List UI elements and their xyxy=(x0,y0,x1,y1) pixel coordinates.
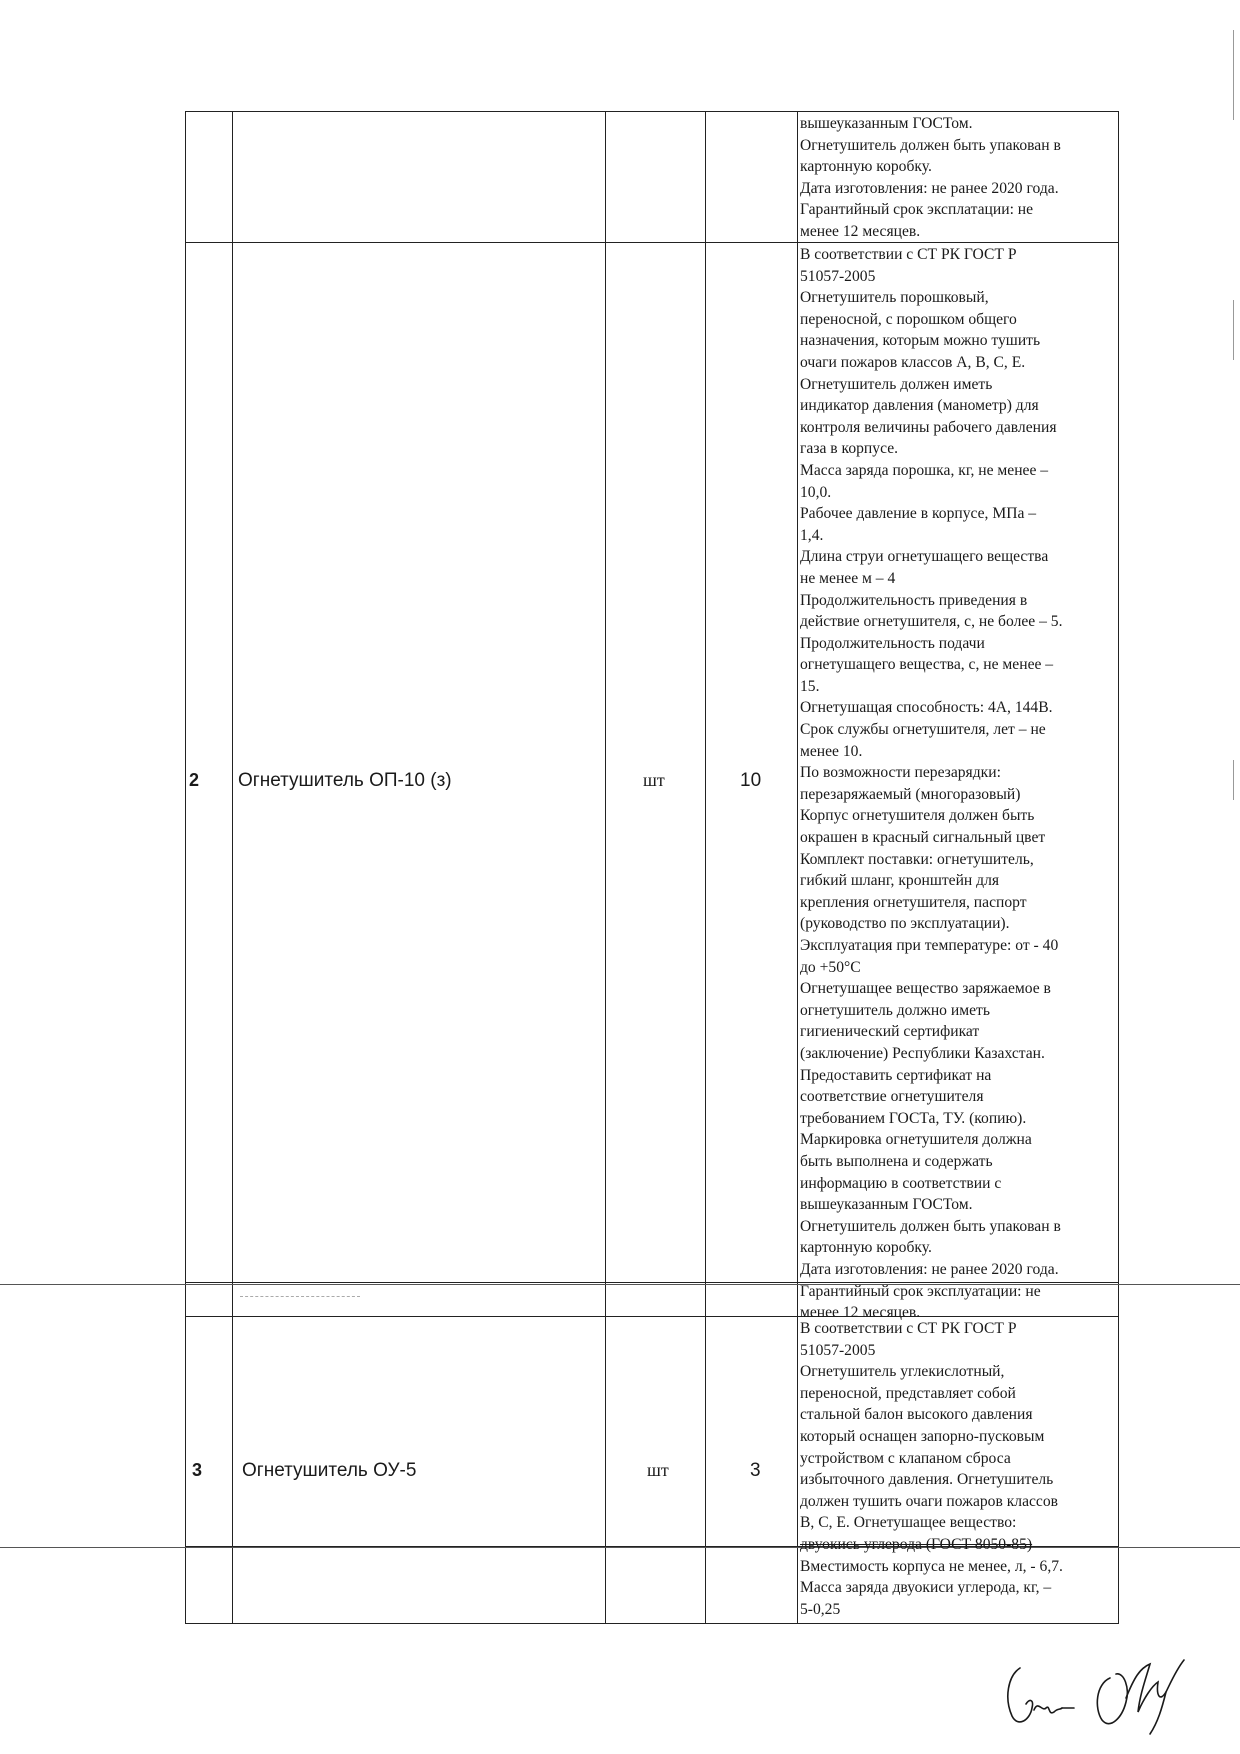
description-line: В соответствии с СТ РК ГОСТ Р xyxy=(800,246,1017,263)
scan-edge-mark xyxy=(1233,300,1234,360)
description-line: вышеуказанным ГОСТом. xyxy=(800,115,973,132)
description-line: очаги пожаров классов А, В, С, Е. xyxy=(800,353,1026,371)
description-line: Предоставить сертификат на xyxy=(800,1066,992,1084)
description-line: 10,0. xyxy=(800,483,832,501)
description-line: газа в корпусе. xyxy=(800,440,899,458)
description-line: Масса заряда порошка, кг, не менее – xyxy=(800,461,1049,479)
row-3-unit: шт xyxy=(647,1460,669,1480)
description-line: Продолжительность подачи xyxy=(800,634,985,652)
column-divider xyxy=(232,111,233,1624)
description-line: Дата изготовления: не ранее 2020 года. xyxy=(800,1260,1059,1278)
description-line: 1,4. xyxy=(800,526,824,544)
description-line: менее 10. xyxy=(800,742,863,760)
table-border-right xyxy=(1118,111,1119,1624)
description-line: Вместимость корпуса не менее, л, - 6,7. xyxy=(800,1557,1063,1575)
description-line: огнетушитель должно иметь xyxy=(800,1001,990,1019)
description-line: Огнетушитель должен быть упакован в xyxy=(800,1217,1061,1235)
description-line: Огнетушащая способность: 4А, 144В. xyxy=(800,699,1053,717)
description-line: гибкий шланг, кронштейн для xyxy=(800,872,1000,890)
description-line: Гарантийный срок эксплуатации: не xyxy=(800,1282,1041,1300)
description-line: В соответствии с СТ РК ГОСТ Р xyxy=(800,1320,1017,1337)
description-line: Эксплуатация при температуре: от - 40 xyxy=(800,937,1059,954)
description-line: до +50°С xyxy=(800,958,861,976)
description-line: картонную коробку. xyxy=(800,1239,932,1257)
row-1-description xyxy=(800,113,1118,243)
row-3-quantity: 3 xyxy=(750,1460,761,1481)
description-line: быть выполнена и содержать xyxy=(800,1152,993,1170)
description-line: (руководство по эксплуатации). xyxy=(800,915,1010,933)
description-line: индикатор давления (манометр) для xyxy=(800,397,1039,415)
column-divider xyxy=(797,111,798,1624)
description-line: 51057-2005 xyxy=(800,267,876,285)
handwritten-signature xyxy=(990,1638,1210,1738)
scan-artifact xyxy=(240,1296,360,1297)
table-border-bottom xyxy=(185,1623,1119,1624)
description-line: 51057-2005 xyxy=(800,1341,876,1359)
description-line: Дата изготовления: не ранее 2020 года. xyxy=(800,179,1059,197)
description-line: Огнетушитель углекислотный, xyxy=(800,1363,1005,1381)
description-line: Гарантийный срок эксплатации: не xyxy=(800,201,1034,219)
description-line: который оснащен запорно-пусковым xyxy=(800,1427,1045,1445)
description-line: Рабочее давление в корпусе, МПа – xyxy=(800,505,1037,523)
description-line: избыточного давления. Огнетушитель xyxy=(800,1471,1054,1489)
row-3-description xyxy=(800,1318,1118,1620)
table-border-top xyxy=(185,111,1119,112)
row-2-item-name: Огнетушитель ОП-10 (з) xyxy=(238,770,452,791)
row-2-quantity: 10 xyxy=(740,770,762,791)
scan-edge-mark xyxy=(1233,30,1234,120)
description-line: По возможности перезарядки: xyxy=(800,764,1001,782)
description-line: Корпус огнетушителя должен быть xyxy=(800,807,1035,825)
description-line: переносной, с порошком общего xyxy=(800,310,1017,328)
description-line: должен тушить очаги пожаров классов xyxy=(800,1492,1059,1510)
description-line: (заключение) Республики Казахстан. xyxy=(800,1044,1045,1062)
description-line: гигиенический сертификат xyxy=(800,1023,980,1041)
scan-edge-mark xyxy=(1233,760,1234,800)
description-line: крепления огнетушителя, паспорт xyxy=(800,893,1027,911)
description-line: вышеуказанным ГОСТом. xyxy=(800,1196,973,1214)
description-line: 5-0,25 xyxy=(800,1600,841,1618)
description-line: переносной, представляет собой xyxy=(800,1384,1016,1402)
description-line: требованием ГОСТа, ТУ. (копию). xyxy=(800,1109,1027,1127)
column-divider xyxy=(705,111,706,1624)
description-line: стальной балон высокого давления xyxy=(800,1406,1033,1424)
description-line: действие огнетушителя, с, не более – 5. xyxy=(800,613,1063,631)
description-line: В, С, Е. Огнетушащее вещество: xyxy=(800,1514,1017,1532)
description-line: Продолжительность приведения в xyxy=(800,591,1028,609)
description-line: 15. xyxy=(800,677,820,695)
description-line: соответствие огнетушителя xyxy=(800,1088,984,1106)
table-border-left xyxy=(185,111,186,1624)
description-line-struck: двуокись углерода (ГОСТ 8050-85) xyxy=(800,1535,1033,1553)
description-line: Масса заряда двуокиси углерода, кг, – xyxy=(800,1579,1052,1597)
description-line: назначения, которым можно тушить xyxy=(800,332,1041,350)
description-line: перезаряжаемый (многоразовый) xyxy=(800,785,1021,803)
row-2-description xyxy=(800,244,1118,1324)
description-line: менее 12 месяцев. xyxy=(800,222,921,240)
description-line: картонную коробку. xyxy=(800,158,932,176)
description-line: устройством с клапаном сброса xyxy=(800,1449,1011,1467)
description-line: менее 12 месяцев. xyxy=(800,1304,921,1322)
description-line: не менее м – 4 xyxy=(800,569,896,587)
column-divider xyxy=(605,111,606,1624)
row-2-number: 2 xyxy=(189,770,200,790)
description-line: огнетушащего вещества, с, не менее – xyxy=(800,656,1054,674)
description-line: Маркировка огнетушителя должна xyxy=(800,1131,1032,1149)
row-3-number: 3 xyxy=(192,1460,203,1480)
description-line: Огнетушитель должен быть упакован в xyxy=(800,136,1061,154)
description-line: Огнетушащее вещество заряжаемое в xyxy=(800,980,1051,998)
description-line: Комплект поставки: огнетушитель, xyxy=(800,850,1034,868)
row-3-item-name: Огнетушитель ОУ-5 xyxy=(242,1460,417,1481)
description-line: контроля величины рабочего давления xyxy=(800,418,1057,436)
description-line: окрашен в красный сигнальный цвет xyxy=(800,829,1046,847)
description-line: Огнетушитель должен иметь xyxy=(800,375,993,393)
description-line: Длина струи огнетушащего вещества xyxy=(800,548,1049,566)
row-2-unit: шт xyxy=(643,770,665,790)
description-line: Огнетушитель порошковый, xyxy=(800,289,989,307)
description-line: информацию в соответствии с xyxy=(800,1174,1002,1192)
description-line: Срок службы огнетушителя, лет – не xyxy=(800,721,1046,739)
